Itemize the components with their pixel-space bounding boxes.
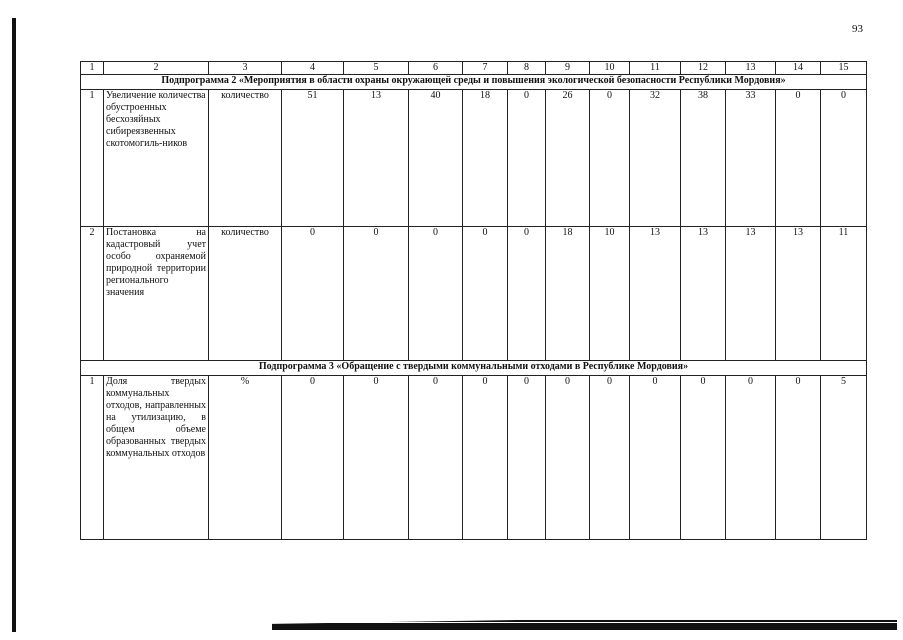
section-header-row [81, 361, 867, 376]
page-number: 93 [852, 23, 863, 35]
table-row [81, 90, 867, 227]
value-cell: 26 [546, 90, 590, 227]
indicators-table [80, 61, 867, 540]
value-cell: 11 [821, 227, 867, 361]
indicator-name: Увеличение количества обустроенных бесхозяйных сибиреязвенных скотомогиль-ников [104, 90, 209, 227]
value-cell: 10 [590, 227, 630, 361]
value-cell: 0 [681, 376, 726, 540]
row-number: 2 [81, 227, 104, 361]
value-cell: 18 [463, 90, 508, 227]
value-cell: 32 [630, 90, 681, 227]
col-header: 2 [104, 62, 209, 75]
value-cell: 0 [282, 227, 344, 361]
value-cell: 0 [463, 376, 508, 540]
col-header: 6 [409, 62, 463, 75]
value-cell: 0 [463, 227, 508, 361]
scan-edge-bottom [272, 614, 897, 632]
col-header: 14 [776, 62, 821, 75]
col-header: 12 [681, 62, 726, 75]
value-cell: 0 [409, 376, 463, 540]
value-cell: 40 [409, 90, 463, 227]
value-cell: 0 [344, 227, 409, 361]
value-cell: 0 [282, 376, 344, 540]
scan-edge-left [12, 18, 16, 632]
value-cell: 0 [508, 90, 546, 227]
section-header-row [81, 75, 867, 90]
row-number: 1 [81, 376, 104, 540]
header-row [81, 62, 867, 75]
value-cell: 18 [546, 227, 590, 361]
col-header: 15 [821, 62, 867, 75]
indicator-name: Постановка на кадастровый учет особо охраняемой природной территории регионального значения [104, 227, 209, 361]
value-cell: 0 [409, 227, 463, 361]
col-header: 1 [81, 62, 104, 75]
value-cell: 0 [776, 90, 821, 227]
value-cell: 13 [681, 227, 726, 361]
col-header: 5 [344, 62, 409, 75]
unit-cell: % [209, 376, 282, 540]
value-cell: 33 [726, 90, 776, 227]
value-cell: 0 [546, 376, 590, 540]
col-header: 8 [508, 62, 546, 75]
table-row [81, 227, 867, 361]
row-number: 1 [81, 90, 104, 227]
col-header: 3 [209, 62, 282, 75]
value-cell: 51 [282, 90, 344, 227]
col-header: 13 [726, 62, 776, 75]
value-cell: 0 [508, 376, 546, 540]
indicator-name: Доля твердых коммунальных отходов, направленных на утилизацию, в общем объеме образованных твердых коммунальных отходов [104, 376, 209, 540]
table-row [81, 376, 867, 540]
value-cell: 0 [590, 90, 630, 227]
value-cell: 0 [726, 376, 776, 540]
value-cell: 0 [821, 90, 867, 227]
value-cell: 0 [590, 376, 630, 540]
value-cell: 13 [776, 227, 821, 361]
value-cell: 13 [726, 227, 776, 361]
value-cell: 13 [344, 90, 409, 227]
unit-cell: количество [209, 227, 282, 361]
col-header: 4 [282, 62, 344, 75]
value-cell: 0 [630, 376, 681, 540]
value-cell: 0 [776, 376, 821, 540]
value-cell: 38 [681, 90, 726, 227]
value-cell: 13 [630, 227, 681, 361]
value-cell: 5 [821, 376, 867, 540]
col-header: 7 [463, 62, 508, 75]
value-cell: 0 [344, 376, 409, 540]
col-header: 11 [630, 62, 681, 75]
col-header: 9 [546, 62, 590, 75]
section-title: Подпрограмма 3 «Обращение с твердыми коммунальными отходами в Республике Мордовия» [81, 361, 867, 376]
col-header: 10 [590, 62, 630, 75]
value-cell: 0 [508, 227, 546, 361]
section-title: Подпрограмма 2 «Мероприятия в области охраны окружающей среды и повышения экологической безопасности Республики Мордовия» [81, 75, 867, 90]
unit-cell: количество [209, 90, 282, 227]
